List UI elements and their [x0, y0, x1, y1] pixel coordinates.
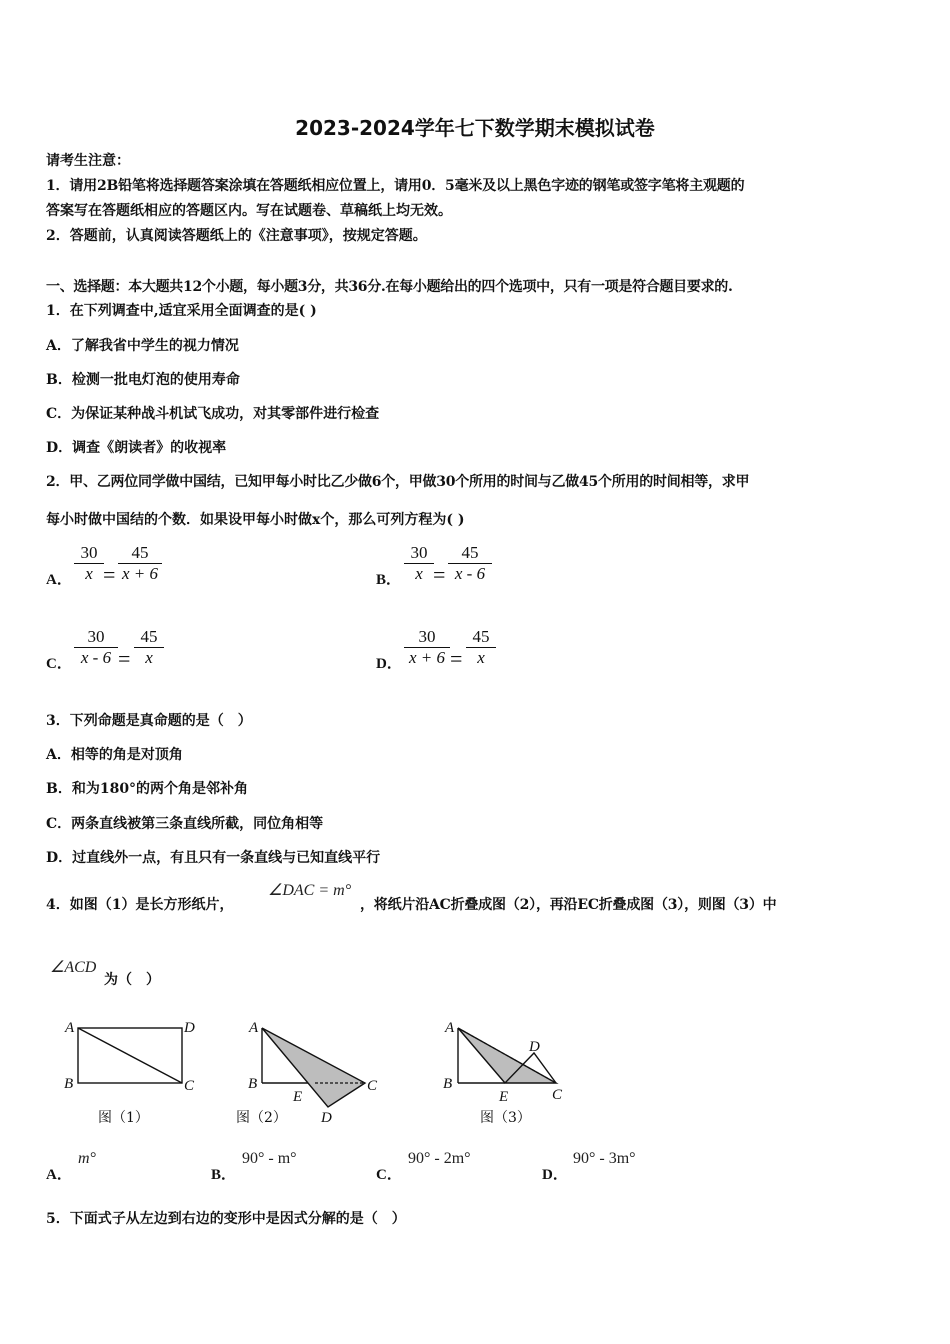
notice-item1-line1: 1．请用2B铅笔将选择题答案涂填在答题纸相应位置上，请用0．5毫米及以上黑色字迹的钢笔或签字笔将主观题的: [46, 178, 745, 194]
q2-option-b-label: B．: [376, 572, 402, 588]
fig3-label-c: C: [552, 1087, 563, 1103]
q2-option-d-right-fraction: [466, 627, 496, 668]
q2-stem-line1: 2．甲、乙两位同学做中国结，已知甲每小时比乙少做6个，甲做30个所用的时间与乙做45个所用的时间相等，求甲: [46, 474, 750, 490]
q3-option-d: D．过直线外一点，有且只有一条直线与已知直线平行: [46, 850, 381, 866]
q1-stem: 1．在下列调查中,适宜采用全面调查的是( ): [46, 303, 317, 319]
q1-option-d: D．调查《朗读者》的收视率: [46, 440, 227, 456]
figure-3: [443, 1020, 563, 1126]
q4-option-d-value: 90° - 3m°: [573, 1150, 636, 1167]
q2-option-d-label: D．: [376, 656, 402, 672]
q2-stem-line2: 每小时做中国结的个数．如果设甲每小时做x个，那么可列方程为( ): [46, 512, 465, 528]
q2-option-d-left-fraction: [404, 627, 450, 668]
q4-option-a-label: A．: [46, 1167, 72, 1183]
q2-option-b-left-num: 30: [410, 543, 428, 562]
q4-stem-part1: 4．如图（1）是长方形纸片，: [46, 897, 234, 913]
q2-option-c-left-den: x - 6: [74, 647, 118, 668]
q4-figures: [40, 1010, 600, 1135]
q2-option-b-right-num: 45: [461, 543, 479, 562]
fig2-label-c: C: [367, 1078, 378, 1094]
fig1-label-a: A: [65, 1020, 75, 1036]
q2-option-a-equals: =: [103, 562, 116, 587]
q2-option-c-left-fraction: [74, 627, 118, 668]
q4-option-c-value: 90° - 2m°: [408, 1150, 471, 1167]
figure-1: [64, 1020, 195, 1126]
q2-option-c-equals: =: [118, 646, 131, 671]
q2-option-c-right-num: 45: [140, 627, 158, 646]
q3-option-c: C．两条直线被第三条直线所截，同位角相等: [46, 816, 324, 832]
q4-option-c-label: C．: [376, 1167, 402, 1183]
q2-option-a-right-den: x + 6: [118, 563, 162, 584]
q4-option-a-value: m°: [78, 1150, 96, 1167]
notice-heading: 请考生注意：: [46, 153, 130, 169]
q2-option-d-left-num: 30: [418, 627, 436, 646]
fig3-label-a: A: [445, 1020, 455, 1036]
q4-angle-acd: ∠ACD: [50, 959, 97, 976]
q5-stem: 5．下面式子从左边到右边的变形中是因式分解的是（ ）: [46, 1211, 406, 1227]
q2-option-b-right-den: x - 6: [448, 563, 492, 584]
q2-option-d-equals: =: [450, 646, 463, 671]
q1-option-c: C．为保证某种战斗机试飞成功，对其零部件进行检查: [46, 406, 380, 422]
q2-option-d-right-num: 45: [472, 627, 490, 646]
q2-option-c-left-num: 30: [87, 627, 105, 646]
q1-option-b: B．检测一批电灯泡的使用寿命: [46, 372, 240, 388]
q2-option-c-right-fraction: [134, 627, 164, 668]
q4-stem-part3: 为（ ）: [104, 972, 160, 988]
fig2-label-a: A: [249, 1020, 259, 1036]
q4-angle-dac: ∠DAC = m°: [268, 882, 352, 899]
q3-option-a: A．相等的角是对顶角: [46, 747, 183, 763]
q4-stem-part2: ，将纸片沿AC折叠成图（2），再沿EC折叠成图（3），则图（3）中: [360, 897, 777, 913]
fig2-label-b: B: [248, 1076, 258, 1092]
fig2-label-e: E: [293, 1089, 303, 1105]
fig3-label-b: B: [443, 1076, 453, 1092]
q4-option-d-label: D．: [542, 1167, 568, 1183]
page-title: 2023-2024学年七下数学期末模拟试卷: [295, 116, 655, 140]
q1-option-a: A．了解我省中学生的视力情况: [46, 338, 239, 354]
fig1-label-c: C: [184, 1078, 195, 1094]
q2-option-b-equals: =: [433, 562, 446, 587]
fig1-caption: 图（1）: [98, 1110, 149, 1126]
fig2-caption: 图（2）: [236, 1110, 287, 1126]
q2-option-a-right-num: 45: [131, 543, 149, 562]
fig3-caption: 图（3）: [480, 1110, 531, 1126]
fig2-folded-triangle: [262, 1028, 365, 1107]
fig1-diagonal-ac: [78, 1028, 182, 1083]
q2-option-b-right-fraction: [448, 543, 492, 584]
fig3-label-e: E: [499, 1089, 509, 1105]
q3-option-b: B．和为180°的两个角是邻补角: [46, 781, 249, 797]
q2-option-a-right-fraction: [118, 543, 162, 584]
q2-option-c-label: C．: [46, 656, 72, 672]
notice-item2: 2．答题前，认真阅读答题纸上的《注意事项》，按规定答题。: [46, 228, 427, 244]
q2-option-d-right-den: x: [466, 647, 496, 668]
q4-option-b-value: 90° - m°: [242, 1150, 297, 1167]
fig3-label-d: D: [529, 1039, 540, 1055]
notice-item1-line2: 答案写在答题纸相应的答题区内。写在试题卷、草稿纸上均无效。: [46, 203, 452, 219]
section-1-heading: 一、选择题：本大题共12个小题，每小题3分，共36分.在每小题给出的四个选项中，只有一项是符合题目要求的.: [46, 279, 733, 295]
q2-option-a-left-fraction: [74, 543, 104, 584]
fig1-label-d: D: [184, 1020, 195, 1036]
fig2-label-d: D: [321, 1110, 332, 1126]
figure-2: [236, 1020, 378, 1126]
fig1-label-b: B: [64, 1076, 74, 1092]
q2-option-a-label: A．: [46, 572, 72, 588]
q2-option-c-right-den: x: [134, 647, 164, 668]
q2-option-b-left-den: x: [404, 563, 434, 584]
q3-stem: 3．下列命题是真命题的是（ ）: [46, 713, 252, 729]
q4-option-b-label: B．: [211, 1167, 237, 1183]
q2-option-a-left-num: 30: [80, 543, 98, 562]
q2-option-b-left-fraction: [404, 543, 434, 584]
q2-option-a-left-den: x: [74, 563, 104, 584]
q2-option-d-left-den: x + 6: [404, 647, 450, 668]
